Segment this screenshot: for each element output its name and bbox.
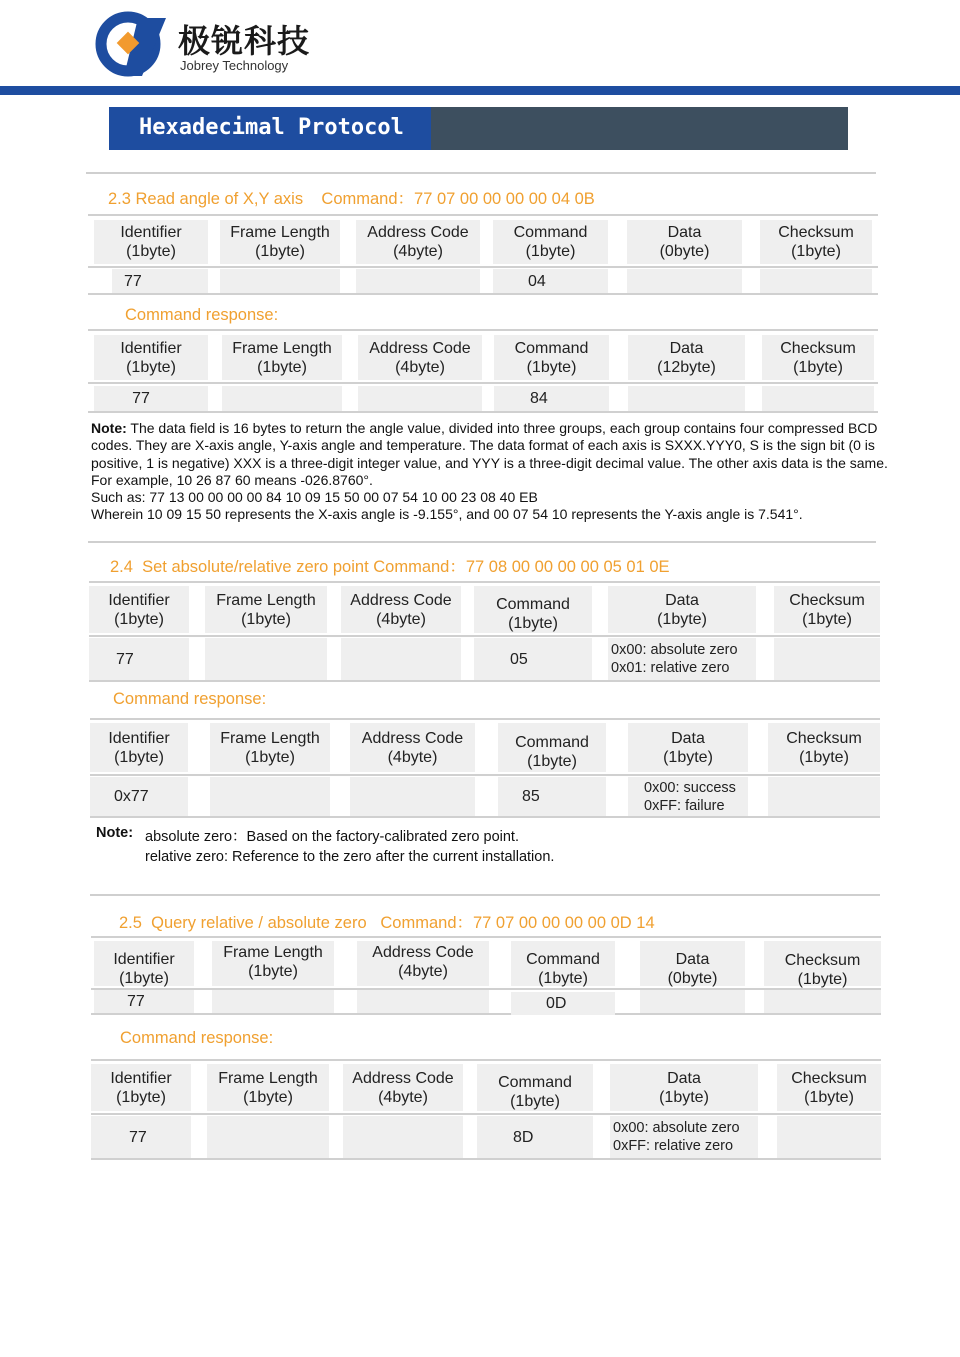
- header-cell: Identifier (1byte): [94, 220, 208, 264]
- value-cell: 0x77: [90, 777, 188, 816]
- value-cell: 8D: [477, 1116, 593, 1158]
- header-cell: Frame Length (1byte): [205, 586, 327, 633]
- value-cell: [762, 386, 874, 411]
- header-cell: Identifier (1byte): [89, 586, 189, 633]
- header-cell: Address Code (4byte): [343, 1064, 463, 1111]
- value-cell: 77: [89, 638, 189, 680]
- header-cell: Checksum (1byte): [777, 1064, 881, 1111]
- section-2-5-title: 2.5 Query relative / absolute zero Command：77 07 00 00 00 00 0D 14: [119, 914, 655, 932]
- header-cell: Identifier (1byte): [94, 335, 208, 380]
- header-cell: Address Code (4byte): [358, 335, 482, 380]
- header-cell: Data (1byte): [608, 586, 756, 633]
- logo-mark-icon: [94, 10, 166, 78]
- value-cell: 77: [91, 1116, 191, 1158]
- header-divider: [0, 86, 960, 95]
- value-cell: [640, 990, 745, 1013]
- sec24-note-label: Note:: [96, 825, 134, 841]
- note-example: Such as: 77 13 00 00 00 00 84 10 09 15 50 00 07 54 10 00 23 08 40 EB: [91, 489, 538, 506]
- value-cell: [343, 1116, 463, 1158]
- header-cell: Command (1byte): [511, 941, 615, 986]
- header-cell: Frame Length (1byte): [222, 335, 342, 380]
- header-cell: Frame Length (1byte): [220, 220, 340, 264]
- value-cell: [222, 386, 342, 411]
- sec24-response-title: Command response:: [113, 690, 267, 708]
- header-cell: Checksum (1byte): [762, 335, 874, 380]
- value-cell: [777, 1116, 881, 1158]
- value-cell: [760, 269, 872, 293]
- section-banner: [109, 107, 848, 150]
- logo-chinese-text: 极锐科技: [178, 22, 311, 60]
- header-cell: Frame Length (1byte): [210, 723, 330, 772]
- section-divider: [88, 541, 876, 543]
- header-cell: Checksum (1byte): [764, 941, 881, 986]
- sec24-response-table: [90, 718, 880, 818]
- header-cell: Command (1byte): [493, 220, 608, 264]
- sec23-request-table: [88, 214, 878, 295]
- value-cell: 77: [112, 269, 208, 293]
- note-text: The data field is 16 bytes to return the angle value, divided into three groups, each group contains four compressed BCD codes. They are X-axis angle, Y-axis angle and temperature. The data format of each axis is SXXX.YYY0, S is the sign bit (0 is positive, 1 is negative) XXX is a three-digit integer value, and YYY is a three-digit decimal value. The other axis data is the same. For example, 10 26 87 60 means -026.8760°.: [91, 420, 888, 488]
- header-cell: Address Code (4byte): [356, 220, 480, 264]
- value-cell: 0x00: success 0xFF: failure: [628, 777, 748, 816]
- value-cell: [356, 269, 480, 293]
- sec25-response-title: Command response:: [120, 1029, 274, 1047]
- header-cell: Data (0byte): [627, 220, 742, 264]
- header-cell: Frame Length (1byte): [207, 1064, 329, 1111]
- header-cell: Command (1byte): [498, 723, 606, 772]
- value-cell: [205, 638, 327, 680]
- value-cell: [212, 990, 334, 1013]
- header-cell: Checksum (1byte): [774, 586, 880, 633]
- value-cell: [764, 990, 881, 1013]
- note-label: Note:: [91, 420, 127, 436]
- section-divider: [90, 894, 880, 896]
- sec24-note-line2: relative zero: Reference to the zero after the current installation.: [145, 849, 555, 865]
- value-cell: [210, 777, 330, 816]
- header-cell: Data (1byte): [610, 1064, 758, 1111]
- sec24-note-line1: absolute zero：Based on the factory-calibrated zero point.: [145, 829, 519, 845]
- section-2-4-title: 2.4 Set absolute/relative zero point Command：77 08 00 00 00 00 05 01 0E: [110, 558, 670, 576]
- header-cell: Frame Length (1byte): [212, 941, 334, 986]
- sec25-response-table: [91, 1059, 881, 1160]
- value-cell: 85: [498, 777, 606, 816]
- header-cell: Data (0byte): [640, 941, 745, 986]
- header-cell: Data (1byte): [628, 723, 748, 772]
- value-cell: [94, 386, 208, 411]
- value-cell: [341, 638, 461, 680]
- section-2-3-title: 2.3 Read angle of X,Y axis Command：77 07 00 00 00 00 04 0B: [108, 190, 595, 208]
- value-cell: [350, 777, 475, 816]
- value-cell: [628, 386, 745, 411]
- value-cell: [768, 777, 880, 816]
- value-cell: [358, 386, 482, 411]
- value-cell: 84: [494, 386, 609, 411]
- section-divider: [86, 172, 876, 174]
- header-cell: Identifier (1byte): [91, 1064, 191, 1111]
- note-explanation: Wherein 10 09 15 50 represents the X-axis angle is -9.155°, and 00 07 54 10 represents the Y-axis angle is 7.541°.: [91, 506, 803, 523]
- header-cell: Address Code (4byte): [350, 723, 475, 772]
- header-cell: Checksum (1byte): [760, 220, 872, 264]
- header-cell: Data (12byte): [628, 335, 745, 380]
- value-cell: [207, 1116, 329, 1158]
- logo-english-text: Jobrey Technology: [180, 58, 289, 73]
- value-cell: [220, 269, 340, 293]
- header-cell: Command (1byte): [494, 335, 609, 380]
- value-cell: 0D: [511, 992, 615, 1015]
- sec24-request-table: [89, 581, 880, 682]
- header-cell: Checksum (1byte): [768, 723, 880, 772]
- value-cell: [774, 638, 880, 680]
- value-text: 77: [132, 390, 150, 407]
- header-cell: Command (1byte): [477, 1064, 593, 1111]
- sec25-request-table: [91, 936, 881, 1015]
- sec23-response-title: Command response:: [125, 306, 279, 324]
- header-cell: Command (1byte): [474, 586, 592, 633]
- value-cell: [627, 269, 742, 293]
- sec23-response-table: [88, 329, 878, 413]
- header-cell: Identifier (1byte): [94, 941, 194, 986]
- value-cell: 77: [94, 990, 194, 1013]
- value-cell: 0x00: absolute zero 0xFF: relative zero: [610, 1116, 758, 1158]
- banner-title: Hexadecimal Protocol: [139, 115, 404, 140]
- value-cell: [357, 990, 489, 1013]
- value-cell: 05: [474, 638, 592, 680]
- company-logo: [94, 10, 334, 80]
- header-cell: Address Code (4byte): [357, 941, 489, 986]
- header-cell: Address Code (4byte): [341, 586, 461, 633]
- value-cell: 0x00: absolute zero 0x01: relative zero: [608, 638, 756, 680]
- header-cell: Identifier (1byte): [90, 723, 188, 772]
- sec23-note: [91, 420, 891, 524]
- value-cell: 04: [493, 269, 608, 293]
